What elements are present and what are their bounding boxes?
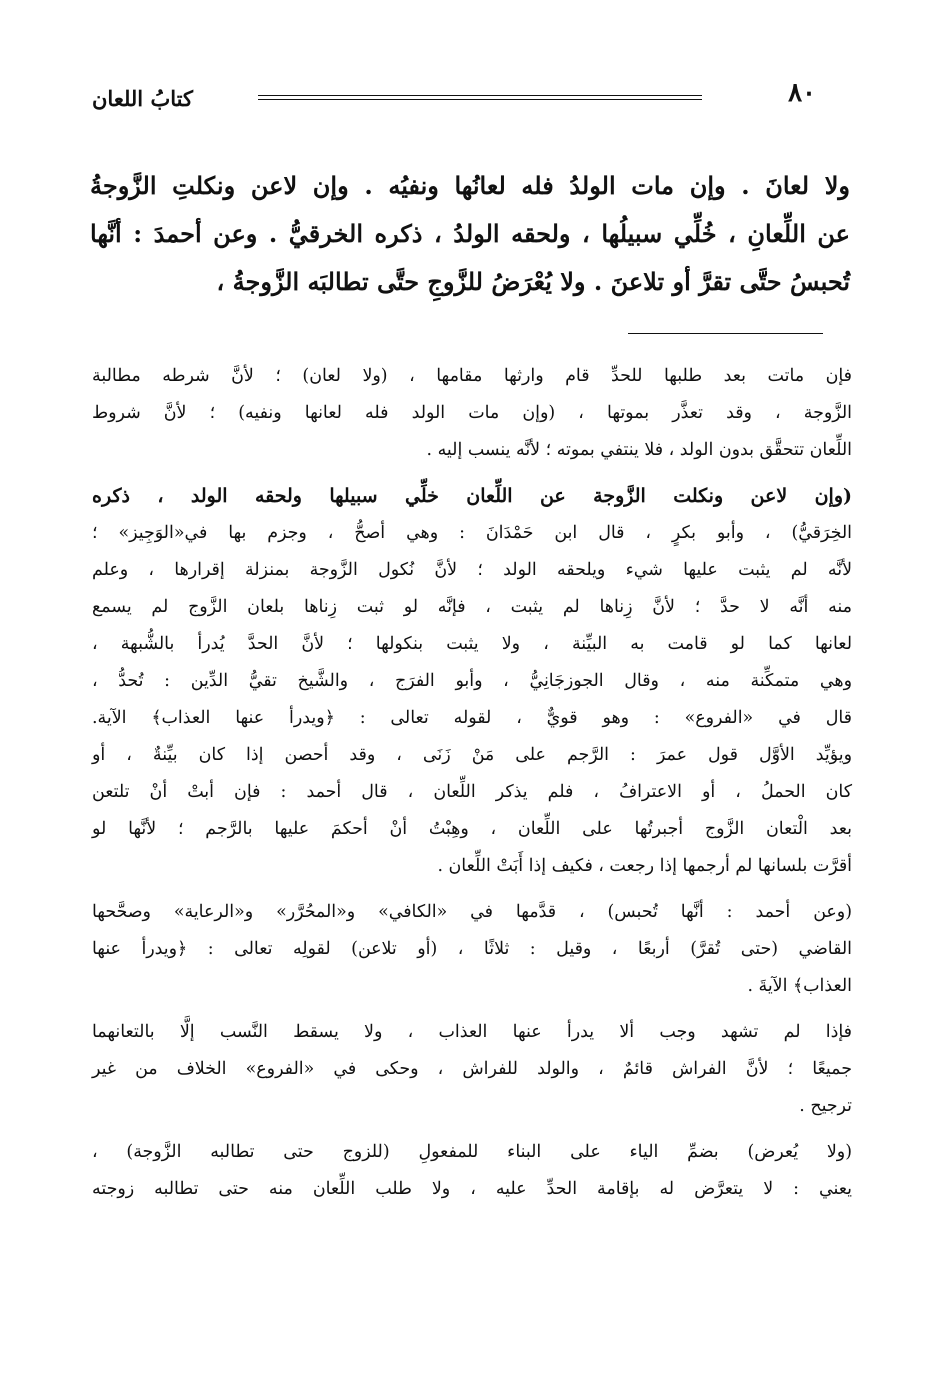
commentary-text (92, 358, 852, 1217)
text-line: وهي متمكِّنة منه ، وقال الجوزجَانِيُّ ، وأبو الفرَج ، والشَّيخ تقيُّ الدِّين : تُحدُّ ، (92, 671, 852, 691)
paragraph (92, 1014, 852, 1125)
text-line: لعانها كما لو قامت به البيِّنة ، ولا يثبت بنكولها ؛ لأنَّ الحدَّ يُدرأ بالشُّبهة ، (92, 634, 852, 654)
text-line: اللِّعان تتحقَّق بدون الولد ، فلا ينتفي بموته ؛ لأنَّه ينسب إليه . (426, 440, 852, 460)
text-line: أقرَّت بلسانها لم أرجمها إذا رجعت ، فكيف إذا أَبَتْ اللِّعان . (437, 856, 852, 876)
text-line: جميعًا ؛ لأنَّ الفراش قائمٌ ، والولد للفراش ، وحكى في «الفروع» الخلاف من غير (92, 1059, 852, 1079)
text-line: الخِرَقيُّ) ، وأبو بكرٍ ، قال ابن حَمْدَانَ : وهي أصحُّ ، وجزم بها في«الوَجِيز» ؛ (92, 523, 852, 543)
text-line: (وعن أحمد : أنَّها تُحبس) ، قدَّمها في «الكافي» و«المحُرَّر» و«الرعاية» وصحَّحها (92, 902, 852, 922)
text-line: ترجيح . (799, 1096, 852, 1116)
text-line: لأنَّه لم يثبت عليها شيء ويلحقه الولد ؛ لأنَّ نُكول الزَّوجة بمنزلة إقرارها ، وعلم (92, 560, 852, 580)
matn-line: عن اللِّعانِ ، خُلِّي سبيلُها ، ولحقه الولدُ ، ذكره الخرقيُّ . وعن أحمدَ : أنَّها (90, 219, 850, 248)
text-line: كان الحملُ ، أو الاعترافُ ، فلم يذكر اللِّعان ، قال أحمد : فإن أبتْ أنْ تلتعن (92, 782, 852, 802)
text-line: القاضي (حتى تُقرَّ) أربعًا ، وقيل : ثلاثًا ، (أو تلاعن) لقولِه تعالى : ﴿ويدرأ عنها (92, 939, 852, 959)
matn-text (90, 162, 850, 306)
header-rule (258, 95, 702, 96)
text-line: فإذا لم تشهد وجب ألا يدرأ عنها العذاب ، ولا يسقط النَّسب إلَّا بالتعانهما (92, 1022, 852, 1042)
text-line: فإن ماتت بعد طلبها للحدِّ قام وارثها مقامها ، (ولا لعان) ؛ لأنَّ شرطه مطالبة (92, 366, 852, 386)
text-line: منه أنَّه لا حدَّ ؛ لأنَّ زِناها لم يثبت ، فإنَّه لو ثبت زِناها بلعان الزَّوج لم يسمع (92, 597, 852, 617)
running-title: كتابُ اللعان (92, 86, 193, 111)
text-line: العذاب﴾ الآيةَ . (747, 976, 852, 996)
matn-line: تُحبسُ حتَّى تقرَّ أو تلاعنَ . ولا يُعْرَضُ للزَّوجِ حتَّى تطالبَه الزَّوجةُ ، (216, 267, 850, 296)
paragraph (92, 358, 852, 469)
text-line: (وإن لاعن ونكلت الزَّوجة عن اللِّعان خلِّي سبيلها ولحقه الولد ، ذكره (92, 485, 852, 507)
text-line: ويؤيِّد الأوَّل قول عمرَ : الرَّجم على مَنْ زَنَى ، وقد أحصن إذا كان بيِّنةٌ ، أو (92, 745, 852, 765)
text-line: قال في «الفروع» : وهو قويٌّ ، لقوله تعالى : ﴿ويدرأ عنها العذاب﴾ الآية. (92, 708, 852, 728)
footnote-divider (628, 333, 823, 334)
paragraph (92, 1134, 852, 1208)
paragraph (92, 478, 852, 885)
text-line: بعد الْتعان الزَّوج أجبرتُها على اللِّعان ، وهِبْتُ أنْ أحكمَ عليها بالرَّجم ؛ لأنَّها لو (92, 819, 852, 839)
text-line: (ولا يُعرض) بضمِّ الياء على البناء للمفعولِ (للزوج حتى تطالبه الزَّوجة) ، (92, 1142, 852, 1162)
page-number: ٨٠ (788, 78, 816, 108)
text-line: الزَّوجة ، وقد تعذَّر بموتها ، (وإن مات الولد فله لعانها ونفيه) ؛ لأنَّ شروط (92, 403, 852, 423)
matn-line: ولا لعانَ . وإن مات الولدُ فله لعانُها ونفيُه . وإن لاعن ونكلتِ الزَّوجةُ (90, 171, 850, 200)
text-line: يعني : لا يتعرَّض له بإقامة الحدِّ عليه ، ولا طلب اللِّعان منه حتى تطالبه زوجته (92, 1179, 852, 1199)
paragraph (92, 894, 852, 1005)
